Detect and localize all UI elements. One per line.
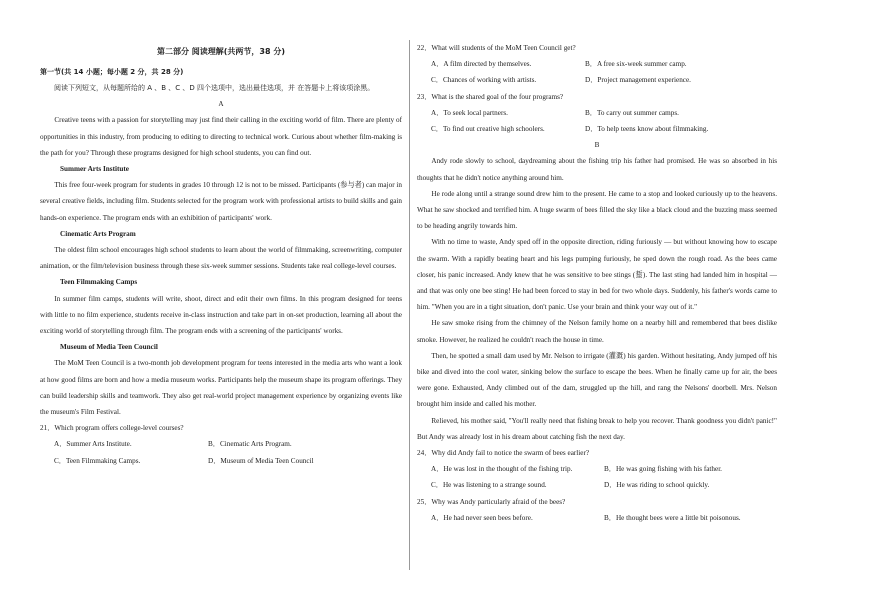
- option-c: C．He was listening to a strange sound.: [431, 481, 547, 490]
- instructions: 阅读下列短文，从每题所给的 A 、B 、C 、D 四个选项中，选出最佳选项，并 在答题卡上将该项涂黑。: [54, 84, 375, 92]
- option-d: D．Museum of Media Teen Council: [208, 456, 314, 465]
- program-heading: Teen Filmmaking Camps: [60, 278, 138, 287]
- question-24: 24．Why did Andy fail to notice the swarm of bees earlier?: [417, 449, 590, 458]
- passage-b-paragraph: Relieved, his mother said, "You'll really need that fishing break to help you recover. Thank goodness you didn't panic!" But Andy was already lost in his dream about catching fish the next day.: [417, 416, 777, 441]
- question-21: 21．Which program offers college-level courses?: [40, 424, 184, 433]
- option-a: A．To seek local partners.: [431, 108, 508, 117]
- program-heading: Cinematic Arts Program: [60, 229, 136, 238]
- option-c: C．Teen Filmmaking Camps.: [54, 456, 141, 465]
- option-d: D．To help teens know about filmmaking.: [585, 125, 709, 134]
- passage-b-letter: B: [594, 141, 600, 150]
- option-b: B．A free six-week summer camp.: [585, 60, 687, 69]
- program-text: In summer film camps, students will write, shoot, direct and edit their own films. In this program designed for teens with little to no film experience, students receive in-class instruction and take part in on-set production, learning all about the exciting world of storytelling through film. The program ends with a screening of the participants' works.: [40, 294, 402, 336]
- passage-a-letter: A: [218, 100, 224, 109]
- passage-a-intro: Creative teens with a passion for storytelling may just find their calling in the exciting world of film. There are plenty of opportunities in this industry, from producing to editing to directing to technical work. Curious about whether film-making is the path for you? Through these programs designed for high school students, you can find out.: [40, 116, 402, 157]
- question-22-options: [417, 56, 777, 88]
- passage-b-paragraph: Then, he spotted a small dam used by Mr. Nelson to irrigate (灌溉) his garden. Without hesitating, Andy jumped off his bike and dived into the cool water, sinking below the surface to escape the bees. When he finally came up for air, the bees were gone. Exhausted, Andy climbed out of the dam, struggled up the hill, and rang the Nelsons' doorbell. Mrs. Nelson brought him inside and called his mother.: [417, 351, 777, 409]
- question-23: 23．What is the shared goal of the four programs?: [417, 92, 564, 101]
- program-text: This free four-week program for students in grades 10 through 12 is not to be missed. Participants (参与者) can major in several creative fields, including film. Students selected for the program work with professional artists to build skills and gain hands-on experience. The program ends with an exhibition of participants' work.: [40, 181, 402, 222]
- option-d: D．Project management experience.: [585, 76, 691, 85]
- right-column: [417, 40, 777, 526]
- option-c: C．Chances of working with artists.: [431, 76, 537, 85]
- question-22: 22．What will students of the MoM Teen Council get?: [417, 44, 576, 52]
- question-23-options: [417, 105, 777, 137]
- option-b: B．Cinematic Arts Program.: [208, 440, 292, 449]
- passage-b-paragraph: With no time to waste, Andy sped off in the opposite direction, riding furiously — but without knowing how to escape the swarm. With a rapidly beating heart and his legs pumping furiously, he sped down the rough road. As the bees came closer, his panic increased. Andy knew that he was sensitive to bee stings (蜇). The last sting had landed him in hospital — and that was only one bee sting! He had been forced to stay in bed for two whole days. Suddenly, his father's words came to him. "When you are in a tight situation, don't panic. Use your brain and think your way out of it.": [417, 238, 777, 312]
- option-a: A．He was lost in the thought of the fishing trip.: [431, 465, 573, 474]
- option-a: A．He had never seen bees before.: [431, 513, 533, 522]
- option-c: C．To find out creative high schoolers.: [431, 125, 545, 134]
- program-text: The oldest film school encourages high school students to learn about the world of filmmaking, screenwriting, computer animation, or the film/television business through these six-week summer sessions. Students take real college-level courses.: [40, 246, 402, 271]
- section-one-label: 第一节(共 14 小题；每小题 2 分，共 28 分): [40, 68, 184, 76]
- section-title: 第二部分 阅读理解(共两节，38 分): [156, 47, 285, 56]
- program-text: The MoM Teen Council is a two-month job development program for teens interested in the media arts who want a look at how good films are born and how a media museum works. Participants help the museum shape its program offerings. They can build leadership skills and teamwork. They also get real-world project management experience by organizing events like the museum's Film Festival.: [40, 359, 402, 417]
- program-heading: Summer Arts Institute: [60, 165, 129, 174]
- question-25: 25．Why was Andy particularly afraid of the bees?: [417, 497, 566, 506]
- option-a: A．Summer Arts Institute.: [54, 440, 132, 449]
- option-b: B．To carry out summer camps.: [585, 108, 679, 117]
- option-d: D．He was riding to school quickly.: [604, 481, 710, 490]
- option-a: A．A film directed by themselves.: [431, 60, 532, 69]
- option-b: B．He thought bees were a little bit poisonous.: [604, 513, 741, 522]
- program-heading: Museum of Media Teen Council: [60, 343, 158, 352]
- column-divider: [409, 40, 410, 570]
- left-column: [40, 44, 402, 469]
- passage-b-paragraph: Andy rode slowly to school, daydreaming about the fishing trip his father had promised. He was so absorbed in his thoughts that he didn't notice anything around him.: [417, 157, 777, 182]
- passage-b-paragraph: He rode along until a strange sound drew him to the present. He came to a stop and looked curiously up to the heavens. What he saw shocked and terrified him. A huge swarm of bees filled the sky like a black cloud and the buzzing mass seemed to be heading angrily towards him.: [417, 189, 777, 231]
- question-24-options: [417, 461, 777, 493]
- question-25-options: [417, 510, 777, 526]
- option-b: B．He was going fishing with his father.: [604, 465, 722, 474]
- passage-b-paragraph: He saw smoke rising from the chimney of the Nelson family home on a nearby hill and remembered that bees dislike smoke. However, he realized he couldn't reach the house in time.: [417, 319, 777, 344]
- question-21-options: [40, 436, 402, 468]
